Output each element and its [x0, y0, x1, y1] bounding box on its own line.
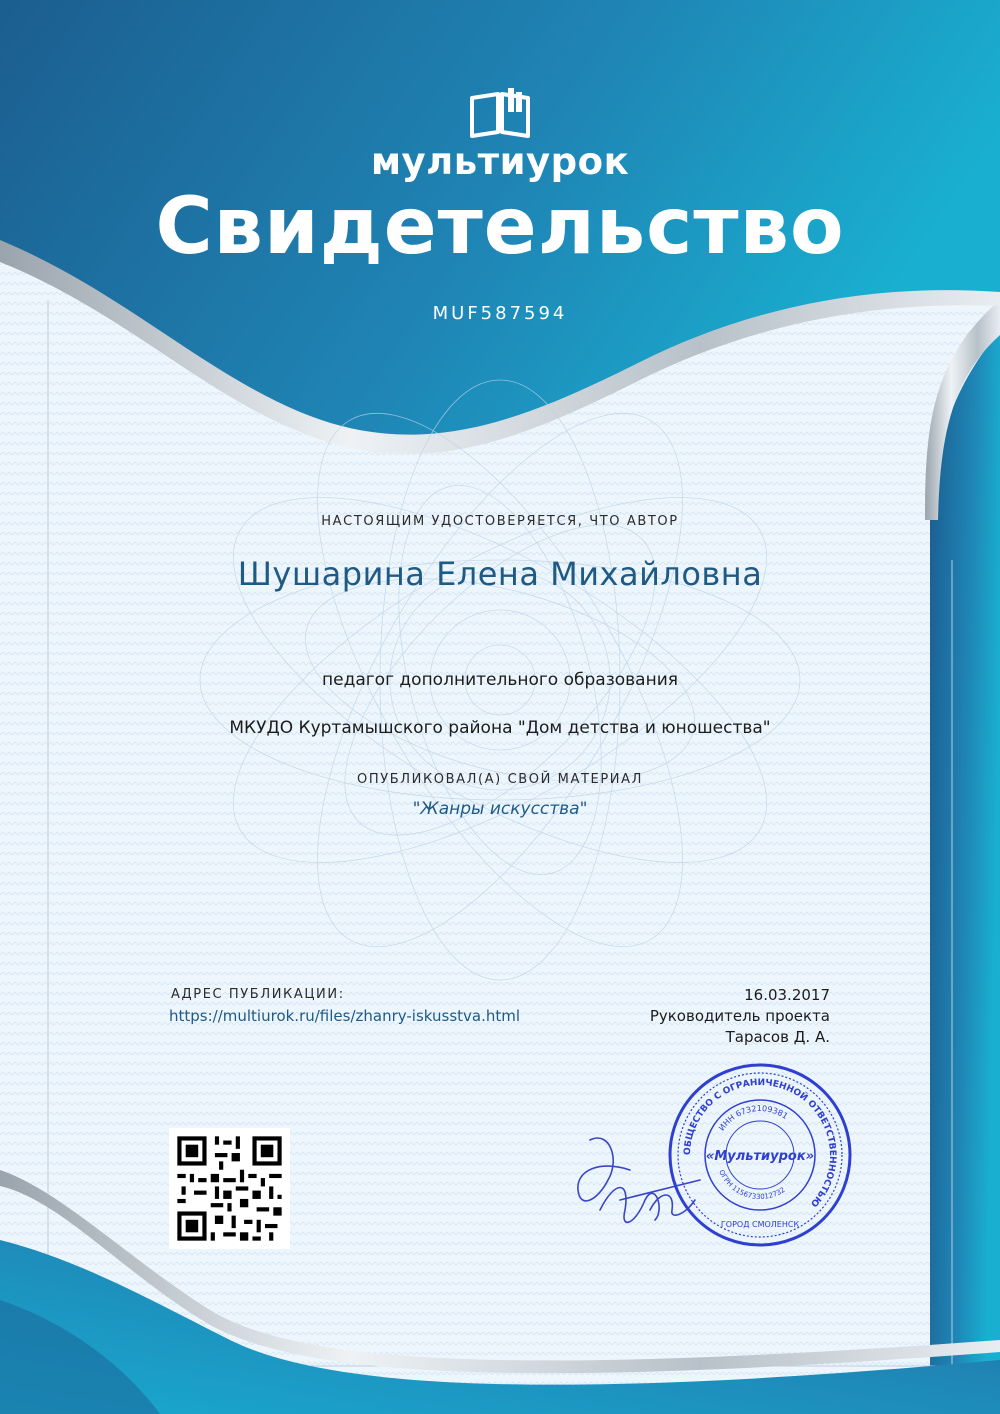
- material-title: "Жанры искусства": [412, 799, 588, 819]
- seal-center-text: «Мультиурок»: [705, 1149, 815, 1164]
- brand-name: мультиурок: [370, 140, 630, 183]
- signature-and-stamp: [560, 1060, 880, 1280]
- signoff-block: [650, 985, 830, 1048]
- seal-city: ГОРОД СМОЛЕНСК: [720, 1220, 800, 1229]
- published-label: ОПУБЛИКОВАЛ(А) СВОЙ МАТЕРИАЛ: [357, 772, 643, 787]
- seal-ogrn: ОГРН 1156733012732: [717, 1168, 787, 1202]
- seal-inn: ИНН 6732109381: [717, 1103, 790, 1133]
- certificate-id: MUF587594: [432, 303, 568, 324]
- signer-role: Руководитель проекта: [649, 1007, 830, 1025]
- organization: МКУДО Куртамышского района "Дом детства и юношества": [229, 718, 771, 738]
- signature: [578, 1138, 700, 1222]
- issue-date: 16.03.2017: [744, 986, 830, 1004]
- certificate-title: Свидетельство: [155, 182, 845, 272]
- qr-code: [169, 1128, 290, 1249]
- company-seal: [670, 1065, 850, 1245]
- seal-ring-text: ОБЩЕСТВО С ОГРАНИЧЕННОЙ ОТВЕТСТВЕННОСТЬЮ: [682, 1077, 838, 1209]
- signer-name: Тарасов Д. А.: [725, 1028, 830, 1046]
- svg-text:ИНН 6732109381: [717, 1104, 789, 1133]
- author-name: Шушарина Елена Михайловна: [237, 555, 763, 593]
- intro-text: НАСТОЯЩИМ УДОСТОВЕРЯЕТСЯ, ЧТО АВТОР: [321, 514, 679, 529]
- address-label: АДРЕС ПУБЛИКАЦИИ:: [171, 987, 345, 1002]
- publication-link[interactable]: https://multiurok.ru/files/zhanry-iskusstva.html: [169, 1007, 521, 1025]
- author-position: педагог дополнительного образования: [322, 670, 678, 690]
